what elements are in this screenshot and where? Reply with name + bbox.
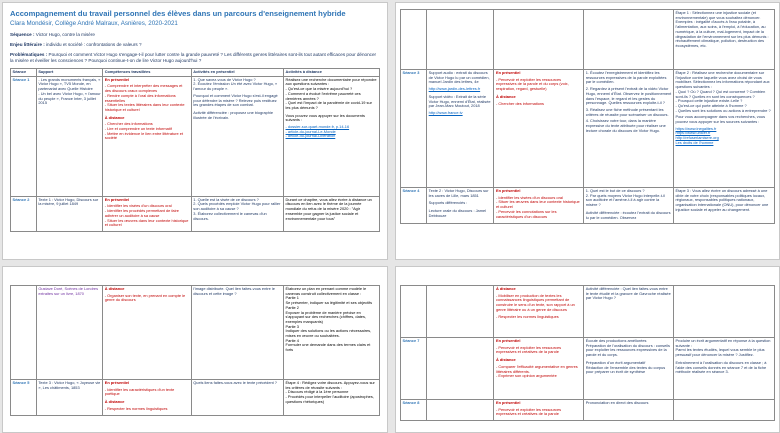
distance-cell: Produire un écrit argumentatif en réponse à la question suivante : Parmi les textes étudiés, lequel vous semble le plus persuasif pour dénoncer la misère ? Justifiez. Entraînement à l'oralisation du discours en classe ; à l'aide des conseils donnés en séance 7 et de la fiche méthode réalisée en séance 3. [673,338,774,400]
competences-cell: À distance - Mobiliser en production de textes les connaissances linguistiques permettant de construire le sens d'un texte, son rapport à un genre littéraire ou à un genre de discours - Respecter les normes linguistiques [494,286,584,338]
presentiel-cell: 1. Écoutez l'enregistrement et identifiez les ressources expressives de la parole exploitées par le comédien. 2. Regardez à présent l'extrait de la vidéo Victor Hugo, ennemi d'État. Observez le positionnement dans l'espace, le regard et les gestes du personnage. Quelles ressources exploite-t-il ? 3. Réalisez une fiche méthode présentant les critères de réussite pour scénariser un discours. 4. Choisissez votre tour, dans la manière expressive du texte attribuée pour réaliser une lecture chorale du discours de Victor Hugo. [584,70,674,188]
table-row [401,10,775,70]
competences-cell: En présentiel - Percevoir et exploiter les ressources expressives de la parole et du corps (voix, respiration, regard, gestuelle) À distance - Chercher des informations [494,70,584,188]
table-row [11,76,380,196]
header-cell: Séance [11,69,37,77]
table-row [401,70,775,188]
sequence-line: Séquence : Victor Hugo, contre la misère [10,32,95,37]
competences-cell: En présentiel - Percevoir et exploiter les ressources expressives et créatives de la parole À distance - Comparer l'efficacité argumentative en genres littéraires différents. - Exprimer son opinion argumentée [494,338,584,400]
table-row [401,338,775,400]
sequence-table [10,68,380,232]
table-row [401,188,775,224]
sequence-table-continued [400,9,775,224]
presentiel-cell: Écoute des productions améliorées Préparation de l'oralisation du discours : conseils pour exploiter les ressources expressives de la parole et du corps. Préparation d'un écrit argumentatif Rédaction de l'ensemble des textes du corpus pour préparer un écrit de synthèse [584,338,674,400]
distance-cell: Étape 4 : Rédigez votre discours. Appuyez-vous sur les critères de réussite suivants : - Discours rédigé à la 1ère personne - Procédés pour interpeller l'auditoire (apostrophes, questions rhétoriques) [284,380,380,416]
table-row [11,380,380,416]
presentiel-cell: Prononciation en direct des discours [584,400,674,421]
document-title: Accompagnement du travail personnel des élèves dans un parcours d'enseignement hybride [10,9,346,18]
presentiel-cell: l'image distribuée. Quel lien faites-vous entre le discours et cette image ? [191,286,283,380]
competences-cell: En présentiel - Identifier les visées d'un discours oral - Situer les œuvres dans leur contexte historique et culturel - Percevoir les connotations sur les caractéristiques d'un discours [494,188,584,224]
problem-line: Problématiques : Pourquoi et comment Victor Hugo s'engage-t-il pour lutter contre la grande pauvreté ? Les différents genres littéraires sont-ils tout autant efficaces pour dénoncer la misère et éveiller les consciences ? Pourquoi continue-t-on de lire Victor Hugo aujourd'hui ? [10,52,377,63]
competences-cell: En présentiel - Comprendre et interpréter des messages et des discours oraux complexes - Rendre compte à l'oral des informations essentielles - Situer les textes littéraires dans leur contexte historique et culturel À distance - Chercher des informations - Lire et comprendre un texte informatif - Mettre en évidence le lien entre littérature et société [103,76,192,196]
resource-links[interactable]: https://www.inegalites.fr https://www.unicef.fr http://refuserlamisere.org Les droits de l'homme [675,125,719,145]
distance-cell: Étape 3 : Vous allez écrire un discours adressé à une cible de votre choix (responsables politiques locaux, régionaux, responsables politiques nationaux, organisation internationale (ONU), pour dénoncer une injustice sociale et appeler au changement. [673,188,774,224]
distance-cell: Réalisez une recherche documentaire pour répondre aux questions suivantes : - Qu'est-ce que la misère aujourd'hui ? - Comment a évolué l'extrême pauvreté ces dernières années ? - Quel est l'impact de la pandémie de covid-19 sur les plus démunis ? Vous pouvez vous appuyer sur les documents suivants : - dossier-sur-quart-monde.fr, p.14-16 - article-du-journal-Le-Monde - article-du-journal-Liberation [284,76,380,196]
support-cell: Texte 3 : Victor Hugo, « Joyeuse vie », Les châtiments, 1853 [36,380,102,416]
enjeu-line: Enjeu littéraire : individu et société : confrontations de valeurs ? [10,42,142,47]
distance-cell: Étape 2 : Réalisez une recherche documentaire sur l'injustice contre laquelle vous avez choisi de vous mobiliser. Sélectionnez les informations répondant aux questions suivantes : - Quoi ? Où ? Quand ? Qui est concerné ? Combien sont-ils ? Quelles en sont les conséquences ? - Pourquoi cette injustice existe-t-elle ? - Qu'est-ce qui porte atteinte à l'homme ? - Quelles sont les solutions ou actions à entreprendre ? Pour vous accompagner dans vos recherches, vous pouvez vous appuyer sur les sources suivantes : https://www.inegalites.fr https://www.unicef.fr http://refuserlamisere.org Les droits de l'homme [673,70,774,188]
seance-cell: Séance 2 [11,196,37,231]
document-page-4 [395,266,780,433]
table-row [11,196,380,231]
header-cell: Activités en présentiel [191,69,283,77]
document-page-2 [395,2,780,260]
document-subtitle: Clara Mondésir, Collège André Malraux, Asnières, 2020-2021 [10,20,178,27]
header-cell: Support [36,69,102,77]
support-cell: - Les grands monuments français, « Victor Hugo », TV5 Monde, en partenariat avec Quelle Histoire - Un bel avec Victor Hugo, « l'amour du peuple », France Inter, 3 juillet 2015 [36,76,102,196]
seance-cell: Séance 3 [401,70,427,188]
seance-cell: Séance 7 [401,338,427,400]
presentiel-cell: Activité différenciée : Quel lien faites-vous entre le texte étudié et la gravure de Gavroche réalisée par Victor Hugo ? [584,286,674,338]
table-row [401,286,775,338]
support-cell: Support audio : extrait du discours de Victor Hugo lu par un comédien, manuel Jardin des lettres, 4e http://www.jardin-des-lettres.fr Support vidéo : Extrait de la série Victor Hugo, ennemi d'État, réalisée par Jean-Marc Moutout, 2018 http://www.france.tv [427,70,494,188]
competences-cell: À distance - Organiser son texte, en prenant en compte le genre du discours [103,286,192,380]
presentiel-cell: 1. Quelle est la visée de ce discours ? 2. Quels procédés emploie Victor Hugo pour rallier son auditoire à sa cause ? 3. Élaborez collectivement le canevas d'un discours. [191,196,283,231]
competences-cell: En présentiel - Identifier les caractéristiques d'un texte poétique À distance - Respecter les normes linguistiques [103,380,192,416]
competences-cell: En présentiel - Identifier les visées d'un discours oral - Identifier les procédés permettant de faire adhérer un auditoire à sa cause - Situer les œuvres dans leur contexte historique et culturel [103,196,192,231]
header-cell: Compétences travaillées [103,69,192,77]
seance-cell: Séance 8 [401,400,427,421]
table-header-row [11,69,380,77]
table-row [11,286,380,380]
support-cell: Texte 2 : Victor Hugo, Discours sur les caves de Lille, mars 1851 Supports différenciés : Lecture orale du discours : Jamel Debbouze [427,188,494,224]
seance-cell: Séance 5 [11,380,37,416]
header-cell: Activités à distance [284,69,380,77]
support-cell: Texte 1 : Victor Hugo, Discours sur la misère, 9 juillet 1849 [36,196,102,231]
support-cell: Gustave Doré, Scènes de Londres extraites sur un livre, 1870 [36,286,102,380]
document-page-1 [2,2,388,260]
seance-cell: Séance 4 [401,188,427,224]
seance-cell: Séance 1 [11,76,37,196]
presentiel-cell: 1. Quel est le but de ce discours ? 2. Par quels moyens Victor Hugo interpelle-t-il son auditoire et l'amène-t-il à agir contre la misère ? Activité différenciée : écoutez l'extrait du discours lu par le comédien. Observez [584,188,674,224]
presentiel-cell: 1. Que savez-vous de Victor Hugo ? 2. Écoutez l'émission Un été avec Victor Hugo, « l'amour du peuple ». Pourquoi et comment Victor Hugo s'est-il engagé pour défendre la misère ? Relevez puis restituez les grandes étapes de son combat. Activité différenciée : proposez une biographie illustrée de l'écrivain. [191,76,283,196]
competences-cell: En présentiel - Percevoir et exploiter les ressources expressives et créatives de la parole [494,400,584,421]
distance-cell: Étape 1 : Sélectionnez une injustice sociale (et environnementale) que vous souhaitez dénoncer. Exemples : inégalité d'accès à l'eau potable, à l'alimentation, aux soins, à l'emploi, à l'éducation, au numérique, à la culture, mal-logement, impact de la dégradation de l'environnement sur les plus démunis : réchauffement climatique, pollution, destruction des écosystèmes, etc. [673,10,774,70]
sequence-table-continued [10,285,380,416]
document-page-3 [2,266,388,433]
resource-links[interactable]: - dossier-sur-quart-monde.fr, p.14-16 - article-du-journal-Le-Monde - article-du-journal-Liberation [285,124,350,139]
sequence-table-continued [400,285,775,421]
distance-cell: Durant ce chapitre, vous allez écrire à distance un discours en lien avec le thème de la journée mondiale du refus de la misère 2020 : "Agir ensemble pour gagner la justice sociale et environnementale pour tous" [284,196,380,231]
presentiel-cell: Quels liens faites-vous avec le texte précédent ? [191,380,283,416]
distance-cell: Élaborez un plan en prenant comme modèle le canevas construit collectivement en classe : Partie 1 Se présenter, indiquer sa légitimité et ses objectifs Partie 2 Exposer la problème de manière précise en s'appuyant sur des recherches (chiffres, dates, exemples marquants) Partie 3 Indiquer des solutions ou les actions nécessaires, mises en œuvre ou souhaitées. Partie 4 Formuler une demande dans des termes clairs et forts [284,286,380,380]
table-row [401,400,775,421]
